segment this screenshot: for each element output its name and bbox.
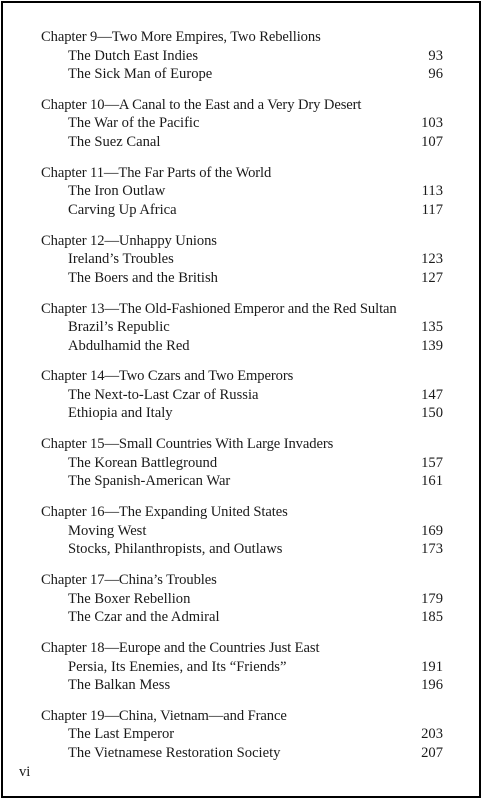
section-list — [41, 47, 443, 84]
chapter — [41, 503, 443, 559]
chapter-title: Chapter 14—Two Czars and Two Emperors — [41, 368, 294, 385]
chapter-title: Chapter 19—China, Vietnam—and France — [41, 707, 287, 724]
section-title: Ethiopia and Italy — [68, 405, 173, 422]
chapter-title: Chapter 15—Small Countries With Large Invaders — [41, 436, 334, 453]
chapter-title: Chapter 11—The Far Parts of the World — [41, 164, 272, 181]
section-list — [41, 318, 443, 355]
book-page — [1, 1, 481, 798]
section-list — [41, 658, 443, 695]
section-entry — [41, 318, 443, 337]
chapter — [41, 707, 443, 763]
section-page-number: 127 — [421, 269, 443, 286]
section-page-number: 191 — [421, 658, 443, 675]
section-title: Brazil’s Republic — [68, 319, 170, 336]
section-page-number: 179 — [421, 590, 443, 607]
section-entry — [41, 114, 443, 133]
section-entry — [41, 386, 443, 405]
section-page-number: 185 — [421, 609, 443, 626]
section-page-number: 207 — [421, 744, 443, 761]
section-title: The Boxer Rebellion — [68, 590, 191, 607]
section-page-number: 103 — [421, 115, 443, 132]
chapter — [41, 164, 443, 220]
section-title: The Balkan Mess — [68, 677, 171, 694]
section-title: The Dutch East Indies — [68, 47, 199, 64]
section-title: The Iron Outlaw — [68, 183, 166, 200]
section-page-number: 147 — [421, 386, 443, 403]
section-title: Carving Up Africa — [68, 201, 177, 218]
section-list — [41, 454, 443, 491]
section-page-number: 135 — [421, 319, 443, 336]
section-entry — [41, 744, 443, 763]
section-page-number: 96 — [428, 66, 443, 82]
chapter-title: Chapter 10—A Canal to the East and a Very Dry Desert — [41, 96, 362, 113]
section-entry — [41, 65, 443, 84]
section-page-number: 203 — [421, 726, 443, 743]
section-entry — [41, 337, 443, 356]
section-title: The Korean Battleground — [68, 454, 218, 471]
section-page-number: 173 — [421, 541, 443, 558]
chapter-title: Chapter 17—China’s Troubles — [41, 572, 217, 589]
section-title: Persia, Its Enemies, and Its “Friends” — [68, 658, 287, 675]
section-entry — [41, 608, 443, 627]
section-entry — [41, 404, 443, 423]
section-page-number: 117 — [421, 201, 443, 218]
section-page-number: 139 — [421, 337, 443, 354]
section-title: The Boers and the British — [68, 269, 218, 286]
chapter — [41, 571, 443, 627]
section-title: The Czar and the Admiral — [68, 609, 220, 626]
section-title: Abdulhamid the Red — [68, 337, 190, 354]
section-entry — [41, 522, 443, 541]
section-title: Stocks, Philanthropists, and Outlaws — [68, 541, 283, 558]
section-list — [41, 182, 443, 219]
section-list — [41, 725, 443, 762]
section-entry — [41, 676, 443, 695]
section-list — [41, 522, 443, 559]
section-page-number: 123 — [421, 251, 443, 268]
chapter — [41, 96, 443, 152]
table-of-contents — [41, 28, 443, 775]
section-entry — [41, 250, 443, 269]
section-page-number: 150 — [421, 405, 443, 422]
section-entry — [41, 590, 443, 609]
section-list — [41, 114, 443, 151]
section-entry — [41, 201, 443, 220]
section-title: The Suez Canal — [68, 133, 161, 150]
section-page-number: 196 — [421, 677, 443, 694]
chapter — [41, 28, 443, 84]
section-entry — [41, 133, 443, 152]
chapter-title: Chapter 16—The Expanding United States — [41, 504, 288, 521]
chapter — [41, 435, 443, 491]
chapter — [41, 232, 443, 288]
section-entry — [41, 47, 443, 66]
chapter-title: Chapter 9—Two More Empires, Two Rebellions — [41, 29, 321, 45]
section-title: The Sick Man of Europe — [68, 66, 213, 82]
section-entry — [41, 269, 443, 288]
page-number: vi — [19, 764, 31, 780]
section-title: Moving West — [68, 522, 147, 539]
chapter-title: Chapter 18—Europe and the Countries Just East — [41, 640, 320, 657]
chapter-title: Chapter 12—Unhappy Unions — [41, 232, 217, 249]
section-entry — [41, 725, 443, 744]
chapter — [41, 300, 443, 356]
section-entry — [41, 182, 443, 201]
section-title: The Last Emperor — [68, 726, 175, 743]
section-title: The Next-to-Last Czar of Russia — [68, 386, 259, 403]
section-title: The Vietnamese Restoration Society — [68, 744, 281, 761]
section-page-number: 157 — [421, 454, 443, 471]
chapter-title: Chapter 13—The Old-Fashioned Emperor and the Red Sultan — [41, 300, 397, 317]
section-title: The War of the Pacific — [68, 115, 200, 132]
section-title: Ireland’s Troubles — [68, 251, 174, 268]
section-entry — [41, 472, 443, 491]
section-page-number: 161 — [421, 473, 443, 490]
section-title: The Spanish-American War — [68, 473, 231, 490]
section-list — [41, 590, 443, 627]
section-page-number: 169 — [421, 522, 443, 539]
section-list — [41, 250, 443, 287]
section-page-number: 93 — [428, 47, 443, 64]
section-list — [41, 386, 443, 423]
chapter — [41, 639, 443, 695]
section-entry — [41, 658, 443, 677]
section-entry — [41, 540, 443, 559]
chapter — [41, 367, 443, 423]
section-page-number: 107 — [421, 133, 443, 150]
section-entry — [41, 454, 443, 473]
section-page-number: 113 — [421, 183, 443, 200]
